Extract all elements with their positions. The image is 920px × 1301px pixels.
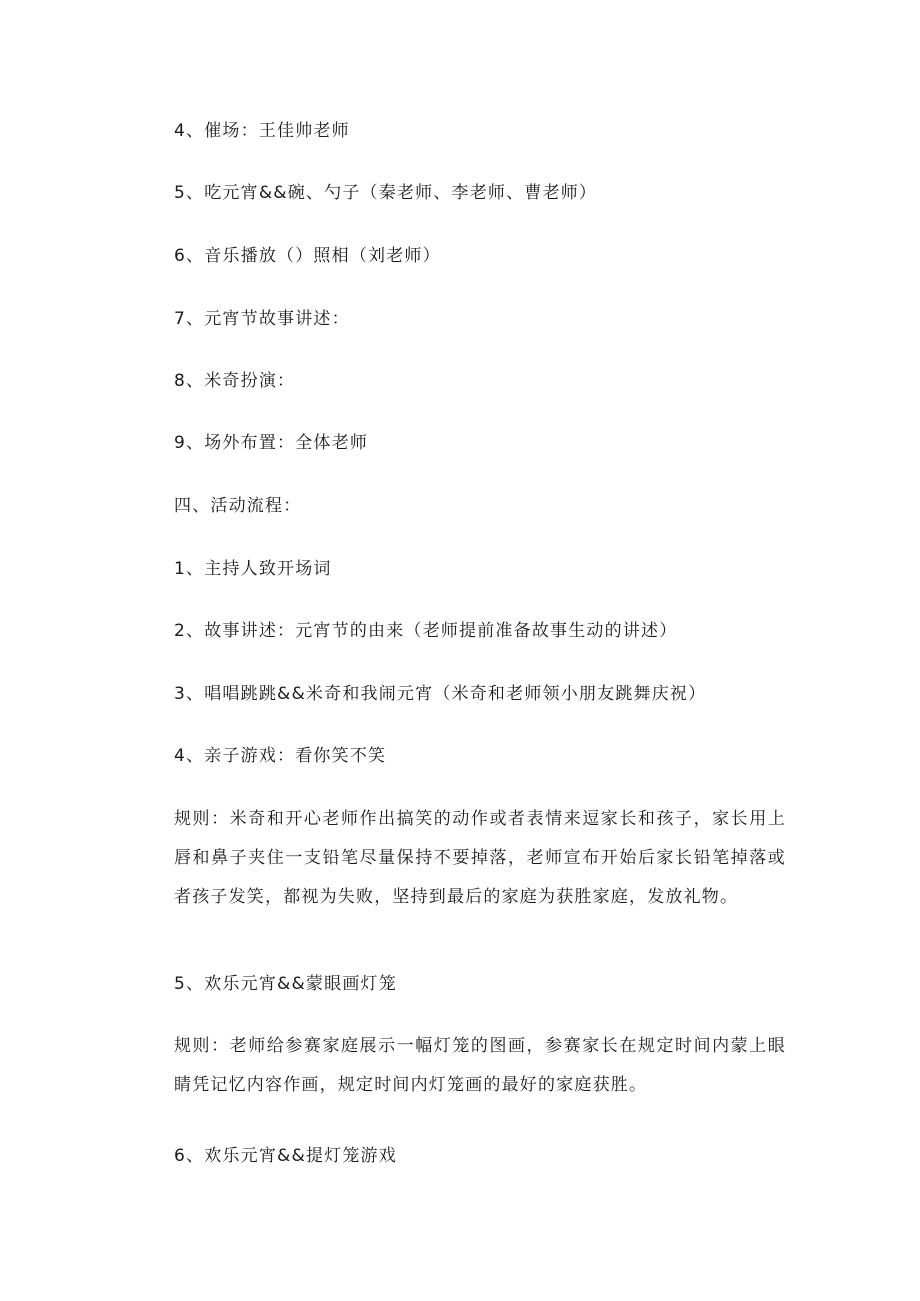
- flow-item-5: 5、欢乐元宵&&蒙眼画灯笼: [174, 974, 397, 994]
- section-heading: 四、活动流程：: [174, 496, 302, 516]
- flow-item-6: 6、欢乐元宵&&提灯笼游戏: [174, 1146, 397, 1166]
- rule-paragraph-2: 规则：老师给参赛家庭展示一幅灯笼的图画，参赛家长在规定时间内蒙上眼睛凭记忆内容作画，规定时间内灯笼画的最好的家庭获胜。: [174, 1036, 786, 1095]
- flow-item-4: 4、亲子游戏：看你笑不笑: [174, 746, 387, 766]
- staff-item-4: 4、催场：王佳帅老师: [174, 121, 350, 141]
- staff-item-7: 7、元宵节故事讲述：: [174, 309, 350, 329]
- staff-item-9: 9、场外布置：全体老师: [174, 433, 369, 453]
- staff-item-6: 6、音乐播放（）照相（刘老师）: [174, 246, 441, 266]
- rule-paragraph-1: 规则：米奇和开心老师作出搞笑的动作或者表情来逗家长和孩子，家长用上唇和鼻子夹住一支铅笔尽量保持不要掉落，老师宣布开始后家长铅笔掉落或者孩子发笑，都视为失败，坚持到最后的家庭为获胜家庭，发放礼物。: [174, 809, 786, 907]
- staff-item-5: 5、吃元宵&&碗、勺子（秦老师、李老师、曹老师）: [174, 183, 598, 203]
- flow-item-1: 1、主持人致开场词: [174, 559, 332, 579]
- flow-item-3: 3、唱唱跳跳&&米奇和我闹元宵（米奇和老师领小朋友跳舞庆祝）: [174, 684, 707, 704]
- staff-item-8: 8、米奇扮演：: [174, 371, 296, 391]
- flow-item-2: 2、故事讲述：元宵节的由来（老师提前准备故事生动的讲述）: [174, 621, 678, 641]
